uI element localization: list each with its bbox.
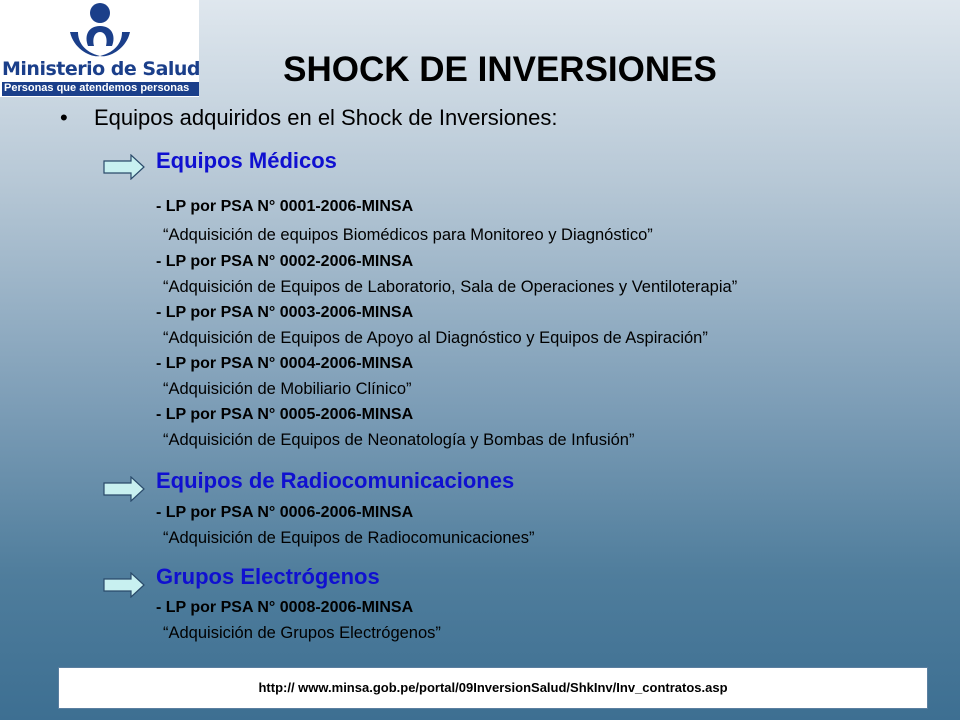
people-logo-icon [64, 2, 136, 58]
intro-bullet [60, 105, 558, 131]
section-heading-radiocomunicaciones: Equipos de Radiocomunicaciones [156, 468, 515, 493]
lp-item: - LP por PSA N° 0004-2006-MINSA [156, 355, 414, 372]
lp-item: - LP por PSA N° 0003-2006-MINSA [156, 304, 414, 321]
intro-text: Equipos adquiridos en el Shock de Inversiones: [94, 105, 558, 130]
arrow-right-icon [103, 476, 145, 502]
logo-tagline: Personas que atendemos personas [2, 82, 199, 96]
arrow-right-icon [103, 154, 145, 180]
lp-description: “Adquisición de Equipos de Radiocomunicaciones” [163, 529, 535, 547]
footer-url-link[interactable]: http:// www.minsa.gob.pe/portal/09InversionSalud/ShkInv/Inv_contratos.asp [258, 680, 728, 695]
lp-item: - LP por PSA N° 0008-2006-MINSA [156, 599, 414, 616]
footer-url-box [58, 667, 928, 709]
section-heading-equipos-medicos: Equipos Médicos [156, 148, 337, 173]
logo-name: Ministerio de Salud [2, 58, 201, 80]
ministerio-logo [0, 0, 199, 97]
lp-description: “Adquisición de Mobiliario Clínico” [163, 380, 412, 398]
arrow-right-icon [103, 572, 145, 598]
lp-item: - LP por PSA N° 0006-2006-MINSA [156, 504, 414, 521]
page-title: SHOCK DE INVERSIONES [283, 50, 717, 89]
lp-description: “Adquisición de Equipos de Neonatología y Bombas de Infusión” [163, 431, 635, 449]
lp-description: “Adquisición de Equipos de Apoyo al Diagnóstico y Equipos de Aspiración” [163, 329, 708, 347]
lp-description: “Adquisición de equipos Biomédicos para Monitoreo y Diagnóstico” [163, 226, 653, 244]
lp-item: - LP por PSA N° 0002-2006-MINSA [156, 253, 414, 270]
lp-description: “Adquisición de Equipos de Laboratorio, Sala de Operaciones y Ventiloterapia” [163, 278, 738, 296]
lp-item: - LP por PSA N° 0005-2006-MINSA [156, 406, 414, 423]
bullet-icon: • [60, 105, 68, 130]
lp-item: - LP por PSA N° 0001-2006-MINSA [156, 198, 414, 215]
section-heading-grupos-electrogenos: Grupos Electrógenos [156, 564, 380, 589]
lp-description: “Adquisición de Grupos Electrógenos” [163, 624, 441, 642]
